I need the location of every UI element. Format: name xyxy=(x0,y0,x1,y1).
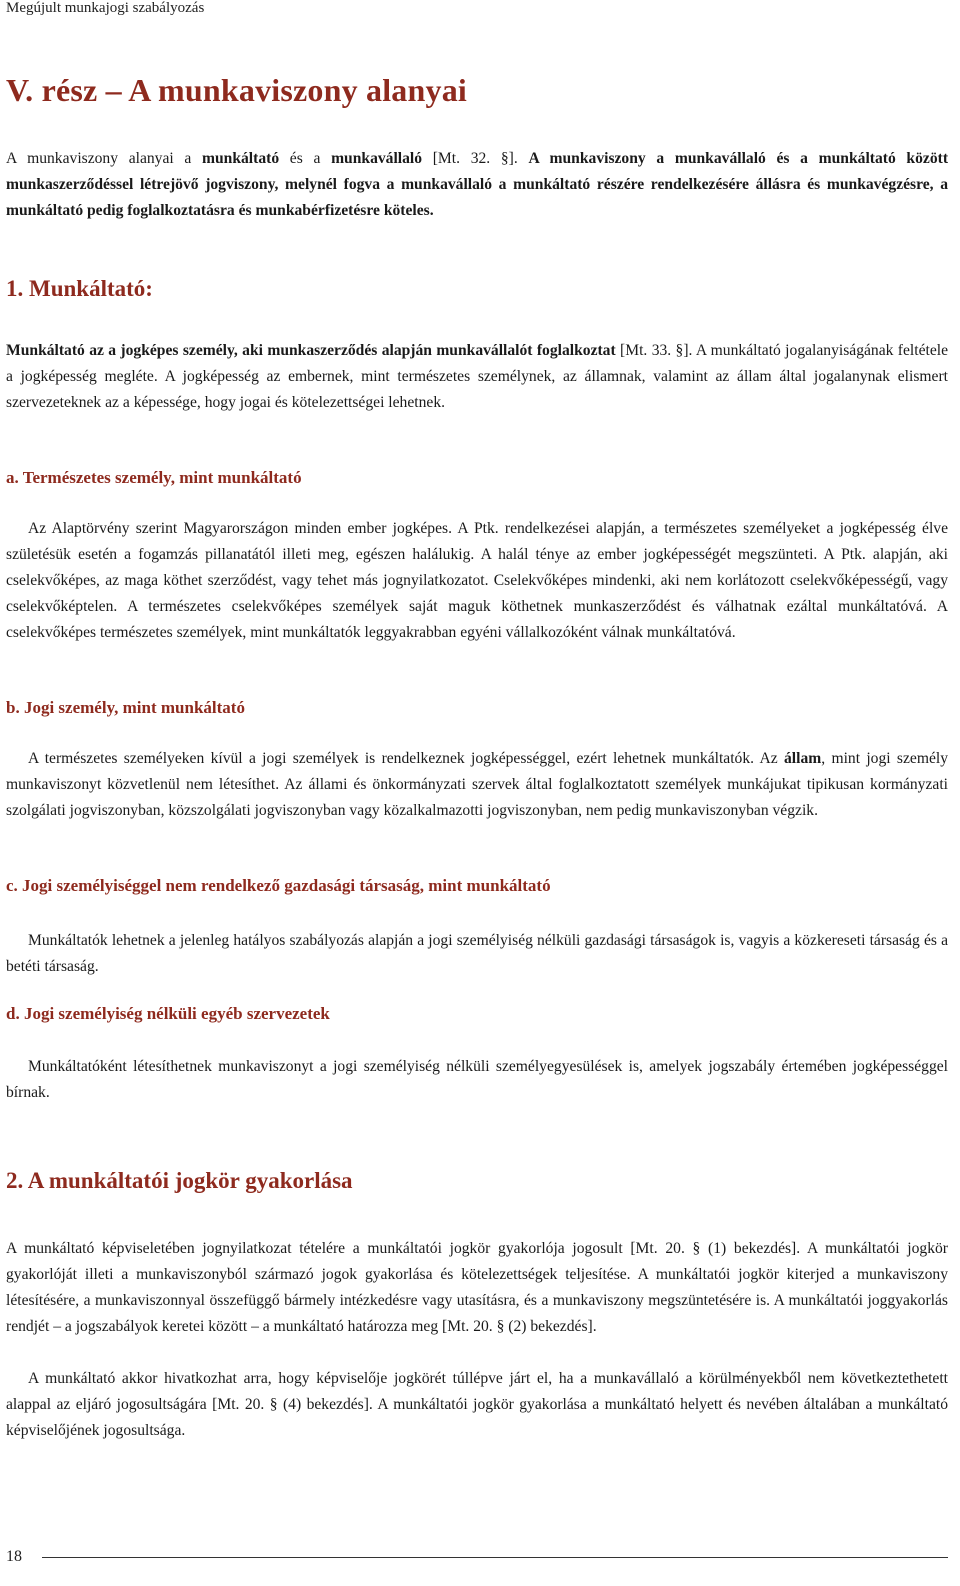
intro-bold-employee: munkavállaló xyxy=(331,150,423,167)
subsection-d-paragraph: Munkáltatóként létesíthetnek munkaviszonyt a jogi személyiség nélküli személyegyesülések is, amelyek jogszabály értemében jogképességgel bírnak. xyxy=(6,1058,948,1101)
running-head: Megújult munkajogi szabályozás xyxy=(6,0,205,16)
intro-bold-employer: munkáltató xyxy=(202,150,280,167)
section-2-heading: 2. A munkáltatói jogkör gyakorlása xyxy=(6,1168,353,1193)
intro-text-3: [Mt. 32. §]. xyxy=(422,150,529,167)
intro-paragraph xyxy=(6,146,948,224)
footer-rule xyxy=(42,1557,948,1558)
subsection-b-bold-state: állam xyxy=(783,750,822,767)
subsection-c-paragraph: Munkáltatók lehetnek a jelenleg hatályos szabályozás alapján a jogi személyiség nélküli gazdasági társaságok is, vagyis a közkereseti társaság és a betéti társaság. xyxy=(6,932,948,975)
section-2-paragraph-2: A munkáltató akkor hivatkozhat arra, hogy képviselője jogkörét túllépve járt el, ha a munkavállaló a körülményekből nem következtethetett alappal az eljáró jogosultságára [Mt. 20. § (4) bekezdés]. A munkáltatói jogkör gyakorlása a munkáltató helyett és nevében általában a munkáltató képviselőjének jogosultsága. xyxy=(6,1370,948,1439)
intro-text-1: A munkaviszony alanyai a xyxy=(6,150,202,167)
section-1-text: [Mt. 33. §]. A munkáltató jogalanyiságának feltétele a jogképesség megléte. A jogképesség az embernek, mint természetes személynek, az államnak, valamint az állam által jogalanynak elismert szervezeteknek az a képessége, hogy jogai és kötelezettségei lehetnek. xyxy=(6,342,948,411)
section-1-heading: 1. Munkáltató: xyxy=(6,276,153,301)
subsection-a-paragraph: Az Alaptörvény szerint Magyarországon minden ember jogképes. A Ptk. rendelkezései alapján, a természetes személyeket a jogképesség élve születésük esetén a fogamzás pillanatától illeti meg, egészen halálukig. A halál ténye az ember jogképességét megszünteti. A Ptk. alapján, aki cselekvőképes, az maga köthet szerződést, vagy tehet más jognyilatkozatot. Cselekvőképes mindenki, aki nem korlátozott cselekvőképességű, vagy cselekvőképtelen. A természetes cselekvőképes személyek saját maguk köthetnek munkaszerződést és válhatnak ezáltal munkáltatóvá. A cselekvőképes természetes személyek, mint munkáltatók leggyakrabban egyéni vállalkozóként válnak munkáltatóvá. xyxy=(6,520,948,641)
section-1-bold-definition: Munkáltató az a jogképes személy, aki munkaszerződés alapján munkavállalót foglalkoztat xyxy=(6,342,616,359)
subsection-d-heading: d. Jogi személyiség nélküli egyéb szervezetek xyxy=(6,1004,330,1023)
subsection-b-text-2: , mint jogi személy munkaviszonyt közvetlenül nem létesíthet. Az állami és önkormányzati szervek által foglalkoztatott személyek munkájukat tipikusan kormányzati szolgálati jogviszonyban, közszolgálati jogviszonyban vagy közalkalmazotti jogviszonyban, nem pedig munkaviszonyban végzik. xyxy=(6,750,948,819)
page-number: 18 xyxy=(6,1548,22,1565)
subsection-b-text-1: A természetes személyeken kívül a jogi személyek is rendelkeznek jogképességgel, ezért lehetnek munkáltatók. Az xyxy=(28,750,784,767)
section-2-paragraph-1: A munkáltató képviseletében jognyilatkozat tételére a munkáltatói jogkör gyakorlója jogosult [Mt. 20. § (1) bekezdés]. A munkáltatói jogkör gyakorlóját illeti a munkaviszonyból származó jogok gyakorlása és kötelezettségek teljesítése. A munkáltatói jogkör kiterjed a munkaviszony létesítésére, a munkaviszonnyal összefüggő bármely intézkedésre vagy utasításra, és a munkaviszony megszüntetésére is. A munkáltatói joggyakorlás rendjét – a jogszabályok keretei között – a munkáltató határozza meg [Mt. 20. § (2) bekezdés]. xyxy=(6,1240,948,1335)
intro-text-2: és a xyxy=(279,150,332,167)
part-title: V. rész – A munkaviszony alanyai xyxy=(6,72,467,108)
subsection-b-heading: b. Jogi személy, mint munkáltató xyxy=(6,698,245,717)
intro-bold-definition: A munkaviszony a munkavállaló és a munkáltató között munkaszerződéssel létrejövő jogviszony, melynél fogva a munkavállaló a munkáltató részére rendelkezésére állásra és munkavégzésre, a munkáltató pedig foglalkoztatásra és munkabérfizetésre köteles. xyxy=(6,150,949,219)
subsection-a-heading: a. Természetes személy, mint munkáltató xyxy=(6,468,302,487)
subsection-c-heading: c. Jogi személyiséggel nem rendelkező gazdasági társaság, mint munkáltató xyxy=(6,876,551,895)
subsection-b-paragraph xyxy=(6,746,948,824)
section-1-paragraph xyxy=(6,338,948,416)
